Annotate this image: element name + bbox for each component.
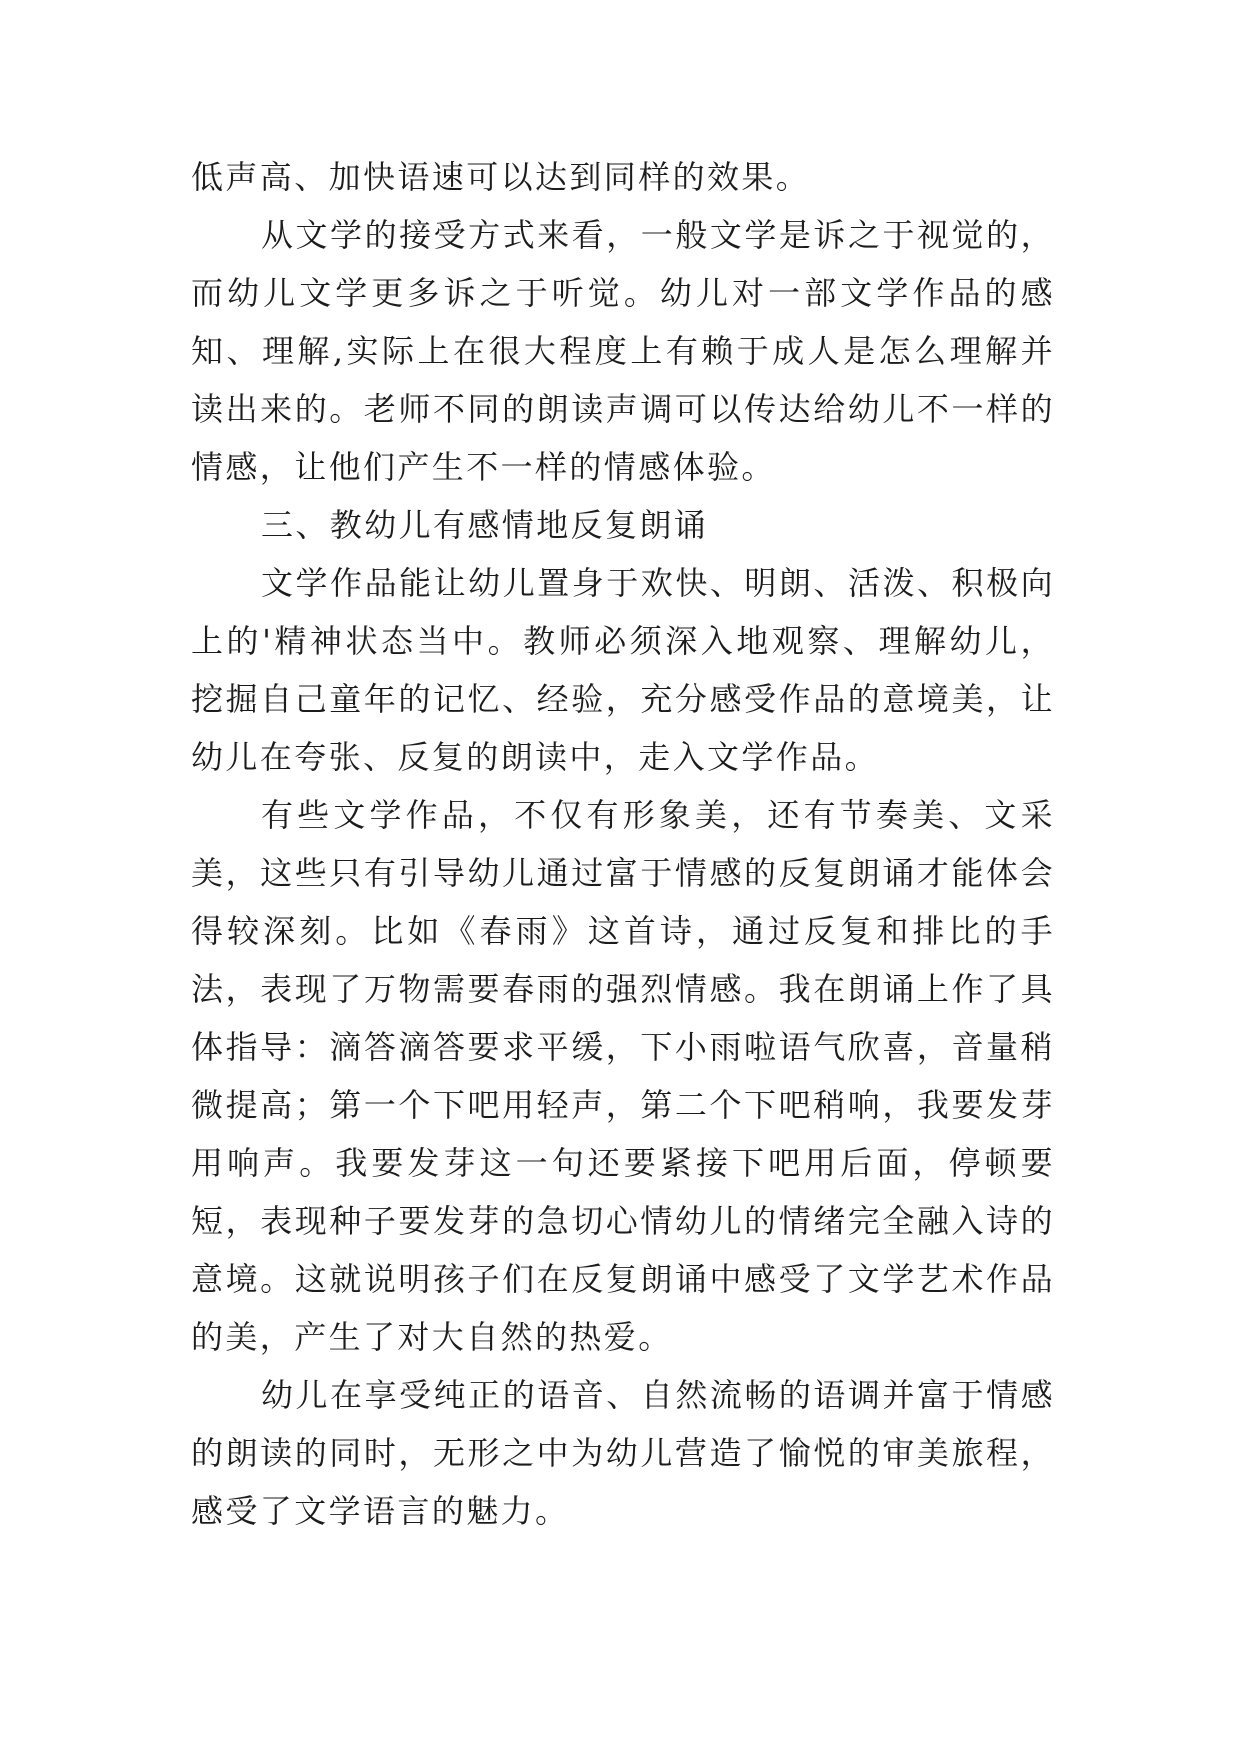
paragraph-conclusion: 幼儿在享受纯正的语音、自然流畅的语调并富于情感的朗读的同时，无形之中为幼儿营造了愉悦的审美旅程，感受了文学语言的魅力。 xyxy=(191,1376,1055,1530)
document-page xyxy=(191,148,1055,1540)
paragraph-literary-works: 文学作品能让幼儿置身于欢快、明朗、活泼、积极向上的'精神状态当中。教师必须深入地观察、理解幼儿，挖掘自己童年的记忆、经验，充分感受作品的意境美，让幼儿在夸张、反复的朗读中，走入文学作品。 xyxy=(191,564,1055,776)
paragraph-reception-mode: 从文学的接受方式来看，一般文学是诉之于视觉的，而幼儿文学更多诉之于听觉。幼儿对一部文学作品的感知、理解,实际上在很大程度上有赖于成人是怎么理解并读出来的。老师不同的朗读声调可以传达给幼儿不一样的情感，让他们产生不一样的情感体验。 xyxy=(191,216,1055,486)
paragraph-continuation: 低声高、加快语速可以达到同样的效果。 xyxy=(191,158,811,196)
paragraph-spring-rain-example: 有些文学作品，不仅有形象美，还有节奏美、文采美，这些只有引导幼儿通过富于情感的反复朗诵才能体会得较深刻。比如《春雨》这首诗，通过反复和排比的手法，表现了万物需要春雨的强烈情感。我在朗诵上作了具体指导：滴答滴答要求平缓，下小雨啦语气欣喜，音量稍微提高；第一个下吧用轻声，第二个下吧稍响，我要发芽用响声。我要发芽这一句还要紧接下吧用后面，停顿要短，表现种子要发芽的急切心情幼儿的情绪完全融入诗的意境。这就说明孩子们在反复朗诵中感受了文学艺术作品的美，产生了对大自然的热爱。 xyxy=(191,796,1055,1356)
section-heading: 三、教幼儿有感情地反复朗诵 xyxy=(261,506,709,544)
